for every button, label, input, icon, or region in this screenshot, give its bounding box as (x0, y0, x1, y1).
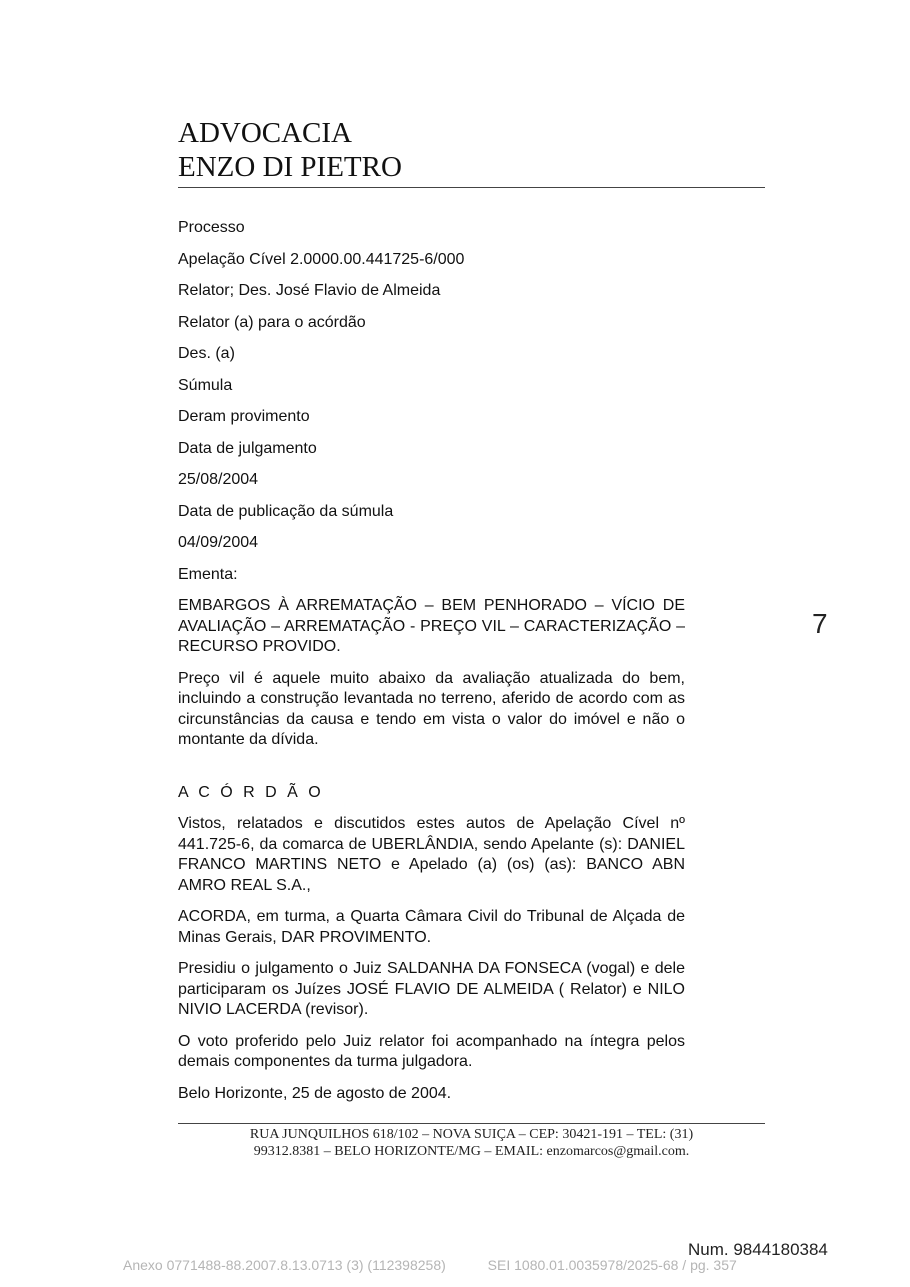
field-relator: Relator; Des. José Flavio de Almeida (178, 282, 441, 299)
acordao-paragraph: ACORDA, em turma, a Quarta Câmara Civil do Tribunal de Alçada de Minas Gerais, DAR PROVIMENTO. (178, 908, 685, 946)
document-body (178, 218, 685, 1115)
field-julgamento-value: 25/08/2004 (178, 471, 259, 488)
field-processo-value: Apelação Cível 2.0000.00.441725-6/000 (178, 250, 465, 268)
acordao-place-date: Belo Horizonte, 25 de agosto de 2004. (178, 1084, 452, 1102)
field-julgamento-label: Data de julgamento (178, 439, 317, 457)
field-sumula-value: Deram provimento (178, 408, 310, 425)
annex-stamp (123, 1257, 803, 1273)
letterhead (178, 116, 765, 188)
field-processo-label: Processo (178, 219, 245, 236)
acordao-paragraph: Vistos, relatados e discutidos estes autos de Apelação Cível nº 441.725-6, da comarca de UBERLÂNDIA, sendo Apelante (s): DANIEL FRANCO MARTINS NETO e Apelado (a) (os) (as): BANCO ABN AMRO REAL S.A., (178, 815, 685, 894)
acordao-heading: A C Ó R D Ã O (178, 783, 324, 801)
ementa-headline: EMBARGOS À ARREMATAÇÃO – BEM PENHORADO – VÍCIO DE AVALIAÇÃO – ARREMATAÇÃO - PREÇO VIL – CARACTERIZAÇÃO – RECURSO PROVIDO. (178, 597, 685, 655)
letterhead-line-2: ENZO DI PIETRO (178, 151, 402, 183)
ementa-text: Preço vil é aquele muito abaixo da avaliação atualizada do bem, incluindo a construção levantada no terreno, aferido de acordo com as circunstâncias da causa e tendo em vista o valor do imóvel e não o montante da dívida. (178, 669, 685, 748)
document-number: Num. 9844180384 (688, 1240, 828, 1259)
footer-address-line-1: RUA JUNQUILHOS 618/102 – NOVA SUIÇA – CEP: 30421-191 – TEL: (31) (249, 1127, 694, 1142)
sei-reference: SEI 1080.01.0035978/2025-68 / pg. 357 (487, 1257, 737, 1273)
annex-reference: Anexo 0771488-88.2007.8.13.0713 (3) (112398258) (123, 1257, 446, 1273)
field-relator-acordao-value: Des. (a) (178, 345, 235, 362)
footer-address-line-2: 99312.8381 – BELO HORIZONTE/MG – EMAIL: enzomarcos@gmail.com. (253, 1144, 690, 1159)
field-relator-acordao-label: Relator (a) para o acórdão (178, 313, 366, 331)
field-ementa-label: Ementa: (178, 565, 238, 583)
field-publicacao-label: Data de publicação da súmula (178, 502, 394, 520)
field-publicacao-value: 04/09/2004 (178, 534, 259, 551)
acordao-paragraph: Presidiu o julgamento o Juiz SALDANHA DA FONSECA (vogal) e dele participaram os Juízes JOSÉ FLAVIO DE ALMEIDA ( Relator) e NILO NIVIO LACERDA (revisor). (178, 960, 685, 1018)
letterhead-line-1: ADVOCACIA (178, 117, 352, 149)
field-sumula-label: Súmula (178, 376, 233, 394)
footer-divider (178, 1123, 765, 1124)
footer-address (178, 1126, 765, 1160)
page-number: 7 (812, 608, 828, 639)
acordao-paragraph: O voto proferido pelo Juiz relator foi acompanhado na íntegra pelos demais componentes da turma julgadora. (178, 1032, 685, 1070)
